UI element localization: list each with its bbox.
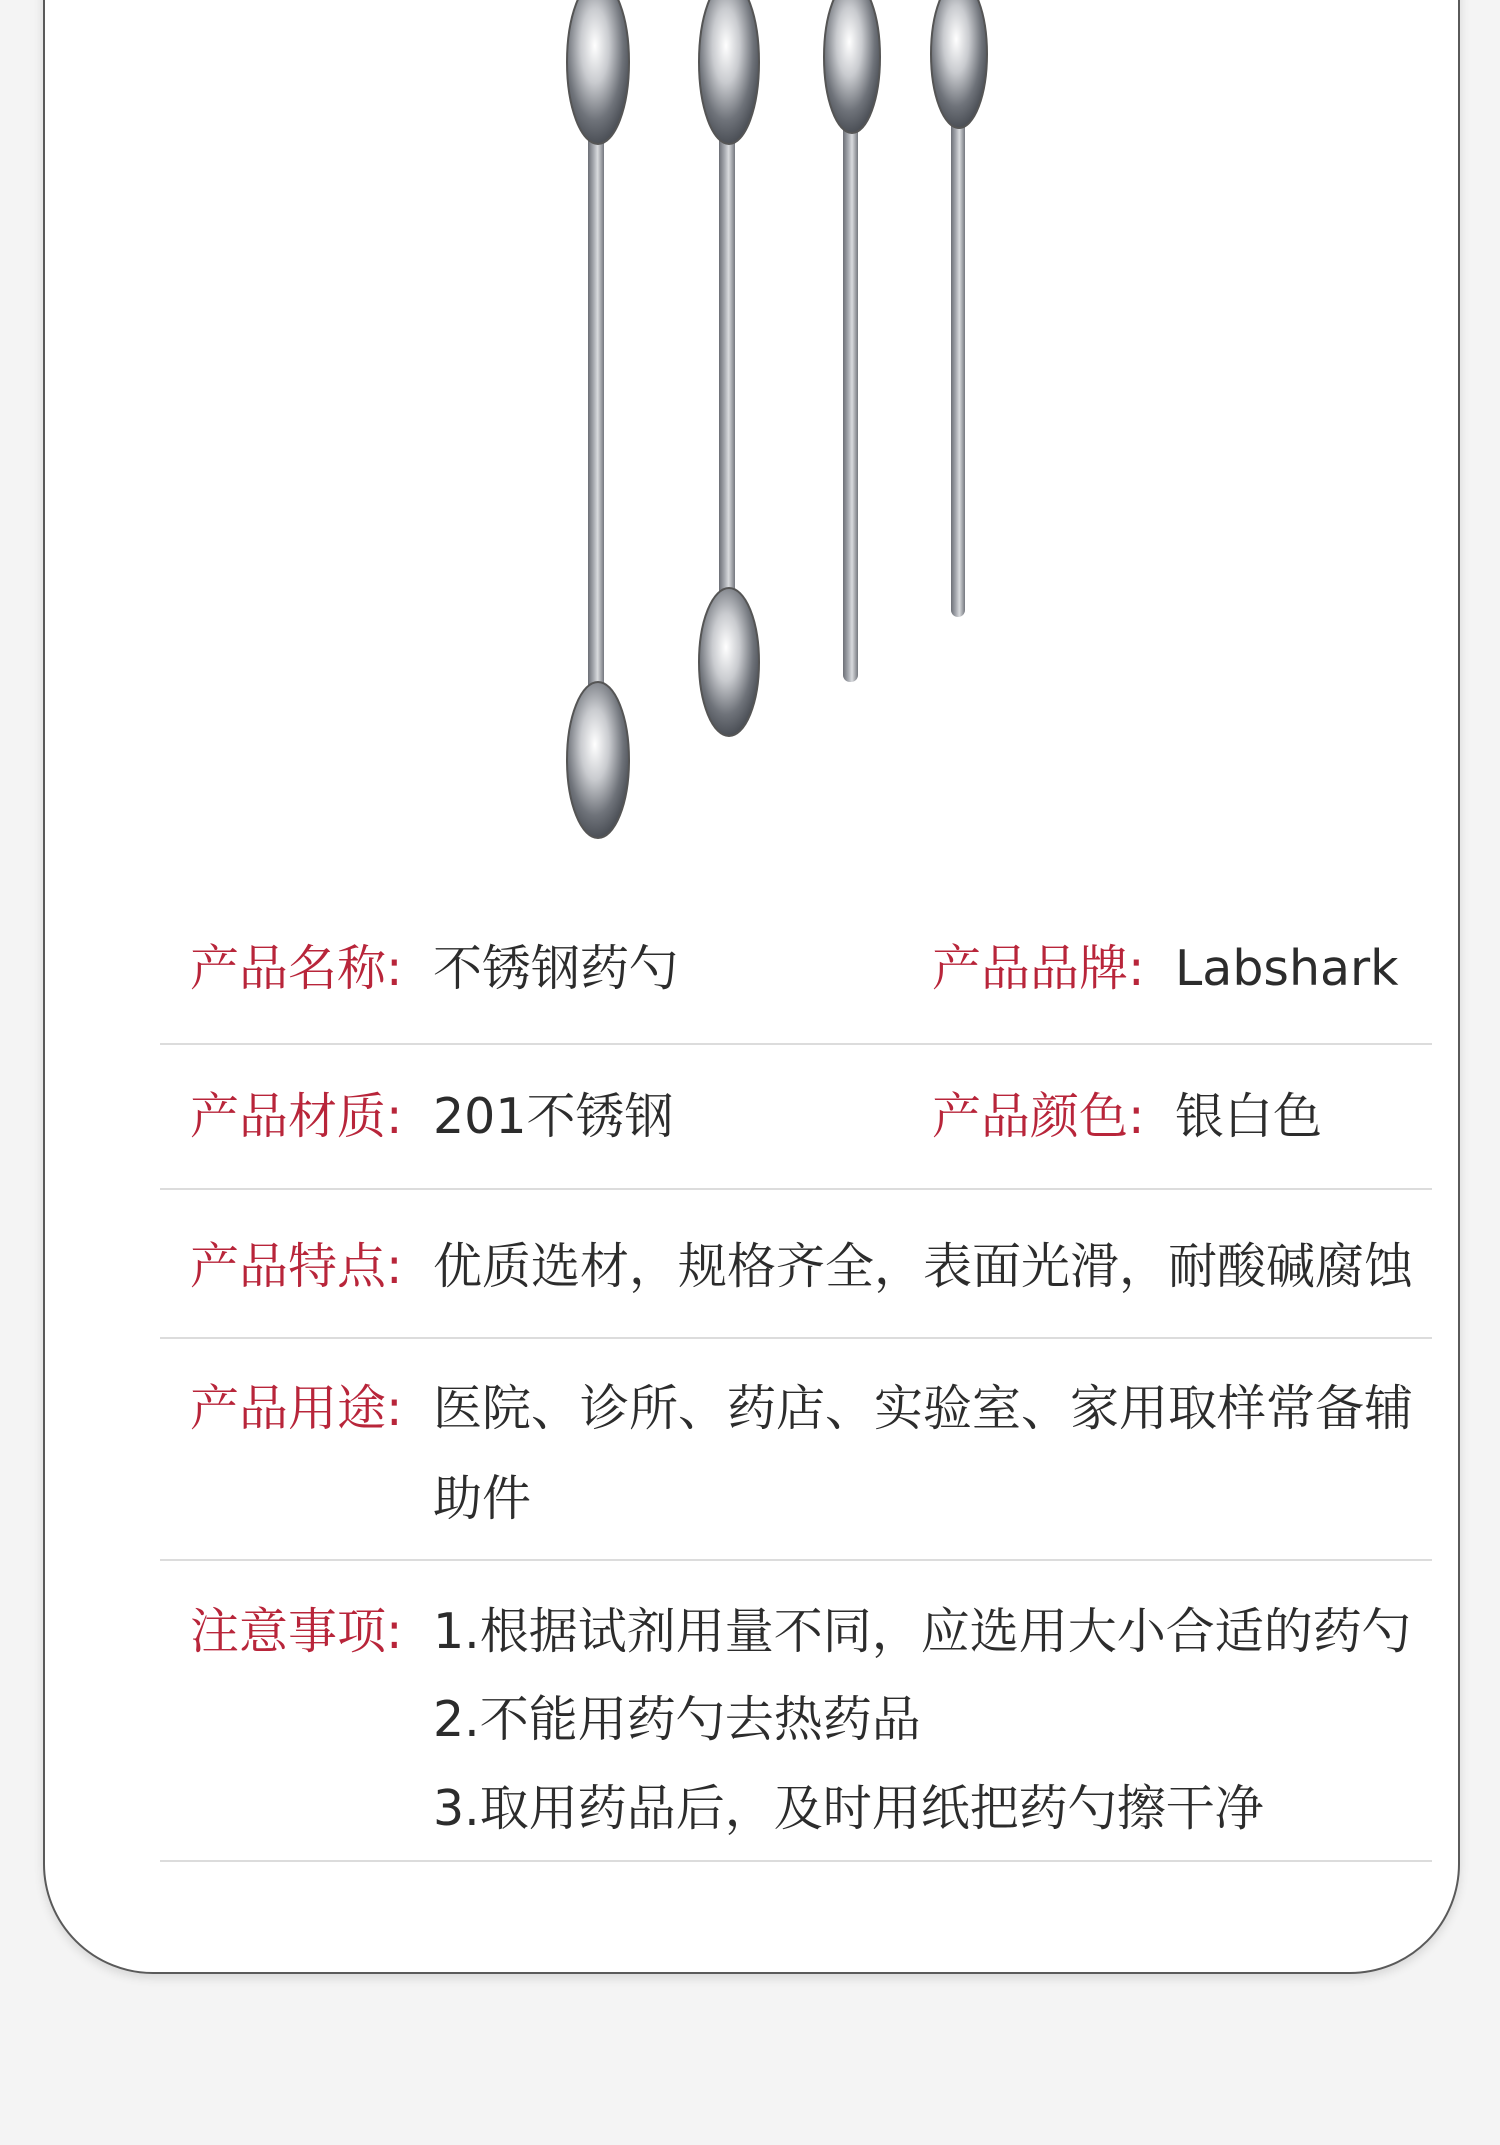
features-label: 产品特点: [190, 1238, 403, 1295]
divider [160, 1188, 1432, 1190]
spoon-2 [699, 0, 759, 736]
divider [160, 1043, 1432, 1045]
note-item: 3.取用药品后，及时用纸把药勺擦干净 [433, 1780, 1264, 1837]
features-value: 优质选材，规格齐全，表面光滑，耐酸碱腐蚀 [433, 1238, 1414, 1295]
product-spoons-image [45, 0, 1460, 852]
divider [160, 1860, 1432, 1862]
material-label: 产品材质: [190, 1088, 403, 1145]
usage-label: 产品用途: [190, 1380, 403, 1437]
spoon-3 [824, 0, 880, 682]
color-label: 产品颜色: [932, 1088, 1145, 1145]
divider [160, 1559, 1432, 1561]
brand-label: 产品品牌: [932, 940, 1145, 997]
note-item: 1.根据试剂用量不同，应选用大小合适的药勺 [433, 1603, 1411, 1660]
product-info-card [43, 0, 1460, 1974]
spoon-4 [931, 0, 987, 617]
note-item: 2.不能用药勺去热药品 [433, 1691, 921, 1748]
usage-value-line1: 医院、诊所、药店、实验室、家用取样常备辅 [433, 1380, 1414, 1437]
material-value: 201不锈钢 [433, 1088, 674, 1145]
color-value: 银白色 [1175, 1088, 1323, 1145]
notes-label: 注意事项: [190, 1603, 403, 1660]
usage-value-line2: 助件 [433, 1470, 532, 1527]
spoon-1 [567, 0, 629, 838]
name-label: 产品名称: [190, 940, 403, 997]
brand-value: Labshark [1175, 940, 1399, 997]
divider [160, 1337, 1432, 1339]
name-value: 不锈钢药勺 [433, 940, 679, 997]
